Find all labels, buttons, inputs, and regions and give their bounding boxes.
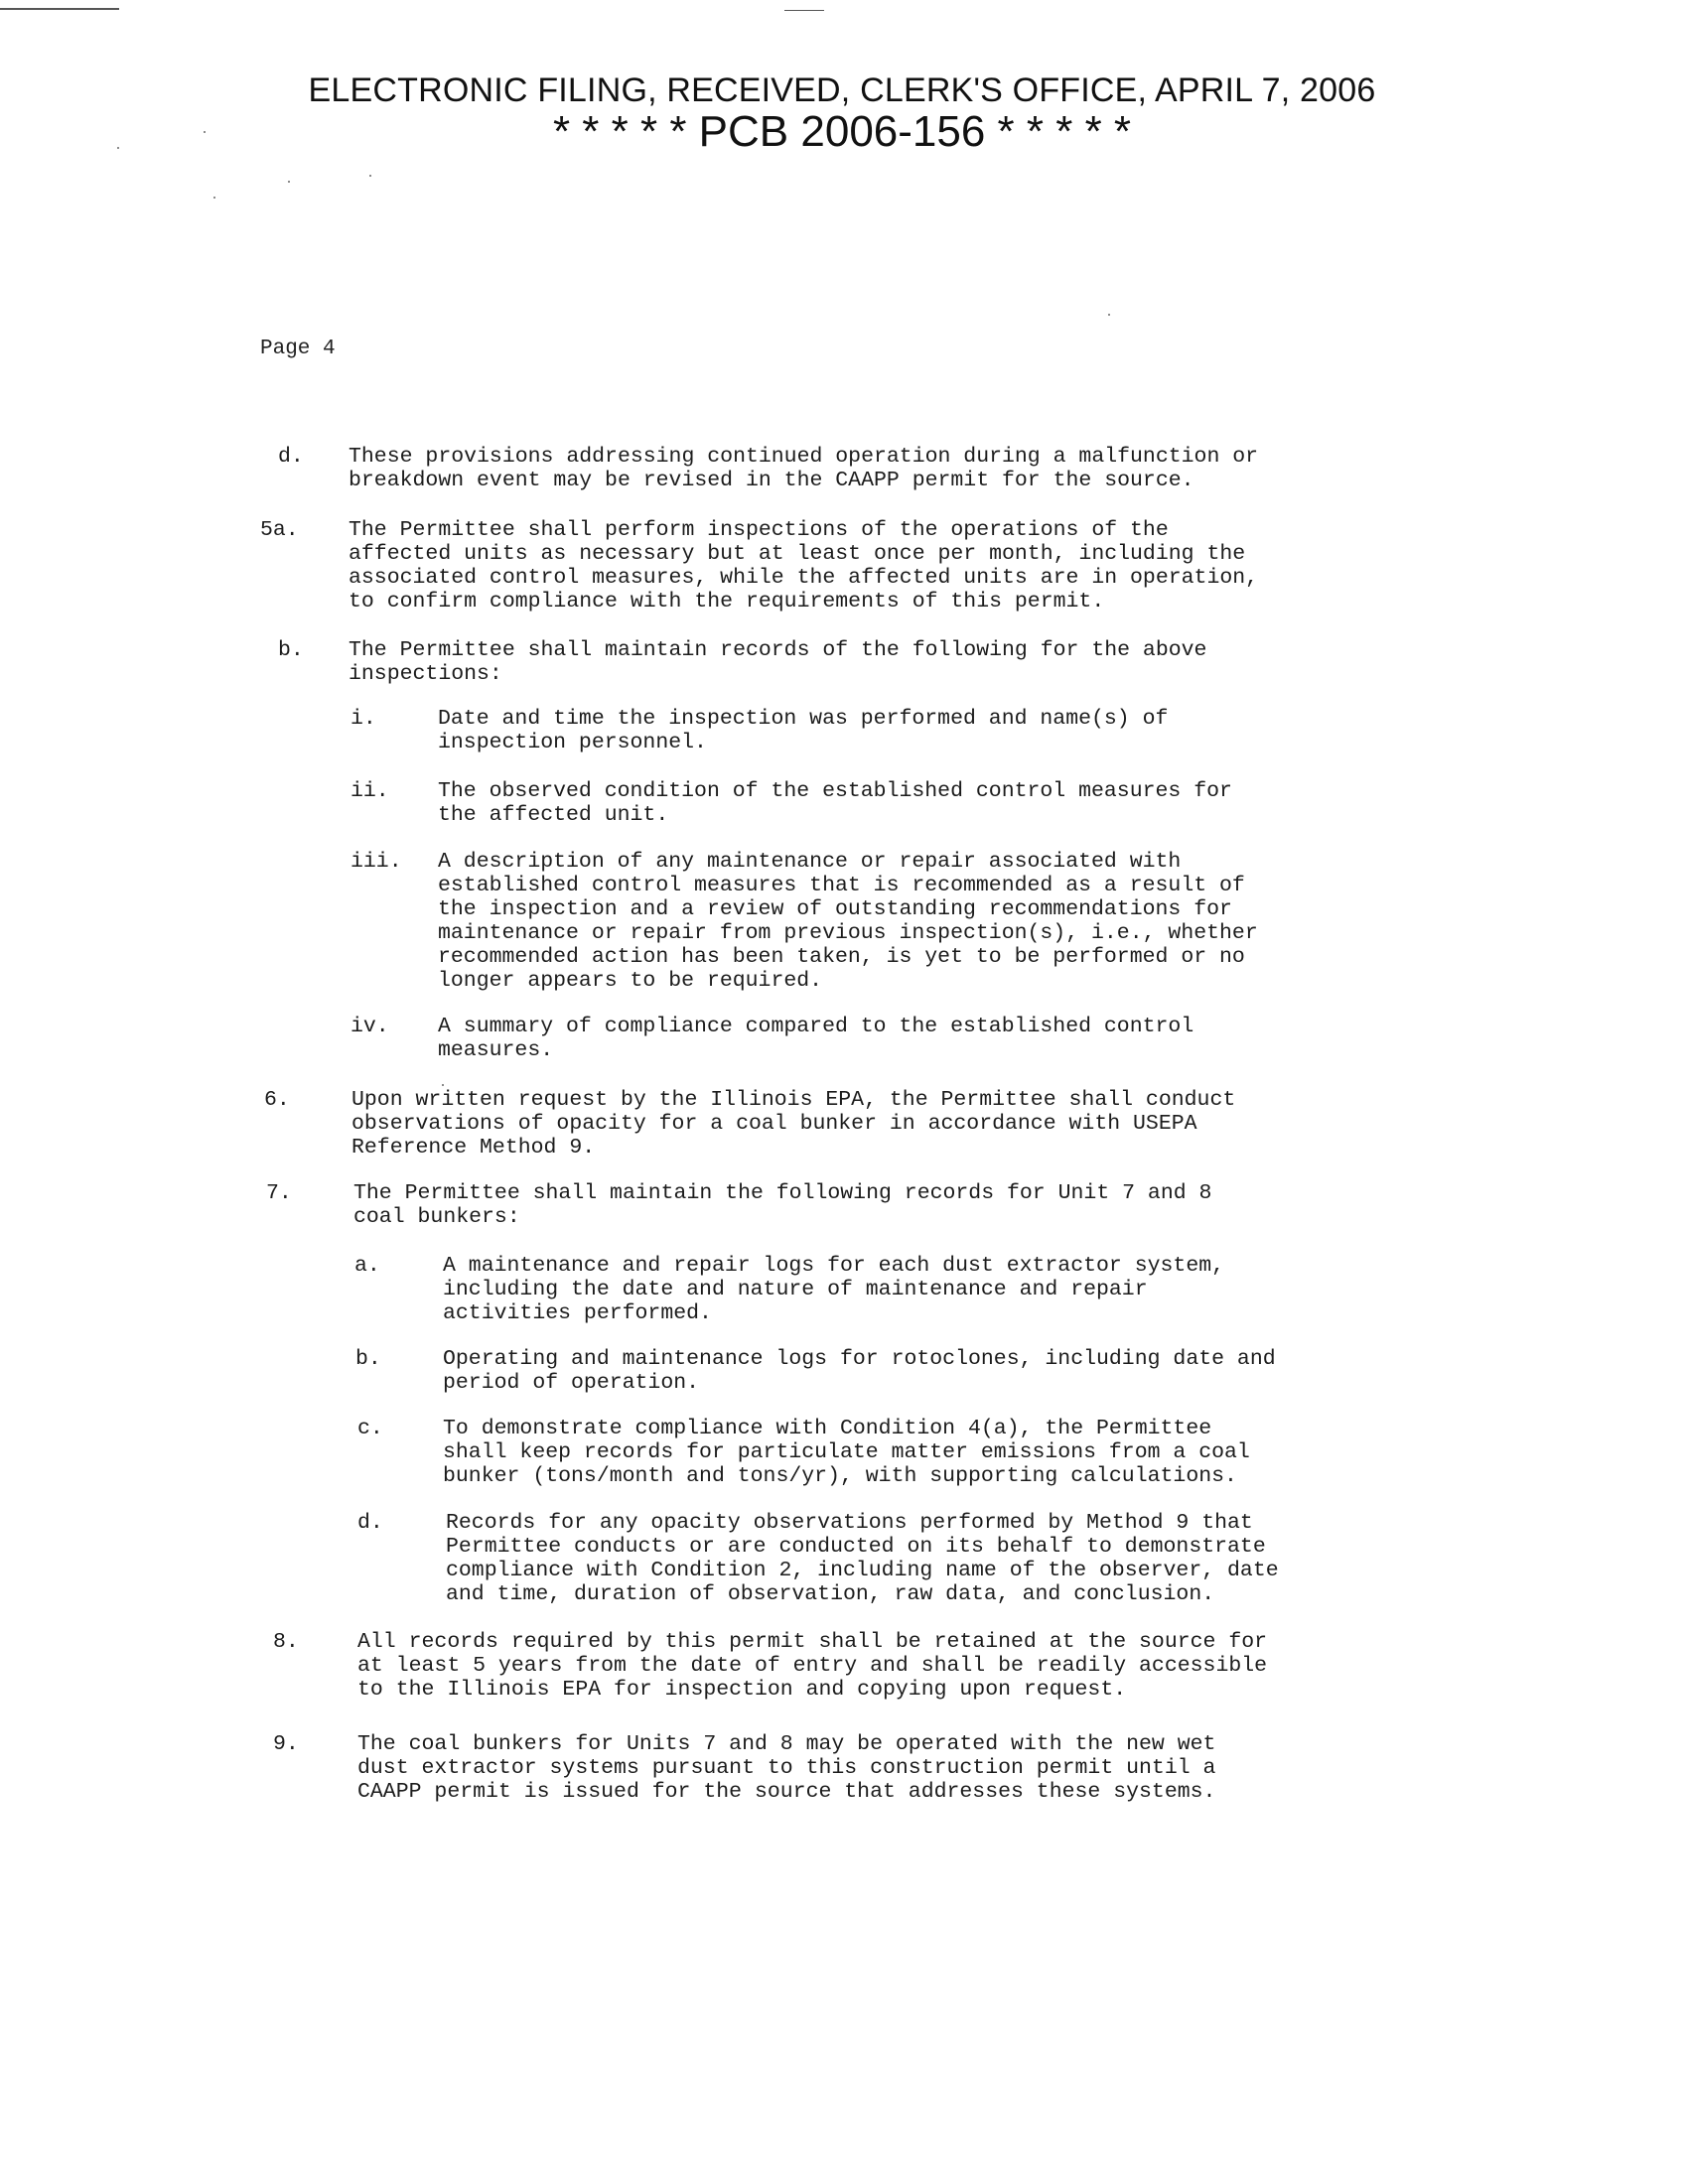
list-item	[0, 445, 1684, 492]
list-item	[0, 1511, 1684, 1606]
list-marker: b.	[355, 1347, 381, 1371]
list-marker: 5a.	[260, 518, 299, 542]
list-item-text: A description of any maintenance or repair associated with established control measures that is recommended as a result of the inspection and a review of outstanding recommendations for maintenance or repair from previous inspection(s), i.e., whether recommended action has been taken, is yet to be performed or no longer appears to be required.	[438, 850, 1258, 993]
list-marker: a.	[354, 1254, 380, 1278]
list-marker: iii.	[351, 850, 402, 874]
list-item	[0, 779, 1684, 827]
list-item-text: The coal bunkers for Units 7 and 8 may be operated with the new wet dust extractor systems pursuant to this construction permit until a CAAPP permit is issued for the source that addresses these systems.	[357, 1732, 1216, 1804]
list-marker: b.	[278, 638, 304, 662]
list-item	[0, 1088, 1684, 1160]
list-marker: 9.	[273, 1732, 299, 1756]
list-marker: 6.	[264, 1088, 290, 1112]
list-item-text: The Permittee shall perform inspections of the operations of the affected units as necessary but at least once per month, including the associated control measures, while the affected units are in operation, to confirm compliance with the requirements of this permit.	[349, 518, 1259, 614]
list-item-text: The Permittee shall maintain the following records for Unit 7 and 8 coal bunkers:	[353, 1181, 1212, 1229]
scan-artifact-line	[784, 10, 824, 11]
list-marker: d.	[357, 1511, 383, 1535]
list-item	[0, 1347, 1684, 1395]
list-item-text: The observed condition of the established control measures for the affected unit.	[438, 779, 1232, 827]
list-marker: 8.	[273, 1630, 299, 1654]
case-number-line: * * * * * PCB 2006-156 * * * * *	[552, 107, 1132, 156]
list-marker: i.	[351, 707, 376, 731]
list-marker: ii.	[351, 779, 389, 803]
list-item-text: All records required by this permit shall be retained at the source for at least 5 years from the date of entry and shall be readily accessible to the Illinois EPA for inspection and copying upon request.	[357, 1630, 1268, 1702]
page-number: Page 4	[260, 338, 336, 360]
list-item	[0, 1630, 1684, 1702]
scan-speck	[442, 1084, 444, 1086]
list-item	[0, 707, 1684, 754]
list-item	[0, 518, 1684, 614]
scan-speck	[1108, 314, 1110, 316]
list-item	[0, 1254, 1684, 1325]
list-item	[0, 1417, 1684, 1488]
list-marker: d.	[278, 445, 304, 469]
list-item	[0, 638, 1684, 686]
filing-stamp-line: ELECTRONIC FILING, RECEIVED, CLERK'S OFFICE, APRIL 7, 2006	[308, 71, 1376, 109]
list-item-text: Date and time the inspection was performed and name(s) of inspection personnel.	[438, 707, 1169, 754]
scan-artifact-line	[0, 8, 119, 10]
list-item-text: Operating and maintenance logs for rotoclones, including date and period of operation.	[443, 1347, 1276, 1395]
list-item-text: The Permittee shall maintain records of the following for the above inspections:	[349, 638, 1207, 686]
list-item	[0, 850, 1684, 993]
list-item	[0, 1732, 1684, 1804]
scan-speck	[213, 197, 215, 199]
list-item-text: Records for any opacity observations performed by Method 9 that Permittee conducts or are conducted on its behalf to demonstrate compliance with Condition 2, including name of the observer, date and time, duration of observation, raw data, and conclusion.	[446, 1511, 1279, 1606]
list-item-text: These provisions addressing continued operation during a malfunction or breakdown event may be revised in the CAAPP permit for the source.	[349, 445, 1259, 492]
list-item-text: To demonstrate compliance with Condition 4(a), the Permittee shall keep records for particulate matter emissions from a coal bunker (tons/month and tons/yr), with supporting calculations.	[443, 1417, 1250, 1488]
list-item	[0, 1181, 1684, 1229]
list-marker: 7.	[266, 1181, 292, 1205]
list-item-text: Upon written request by the Illinois EPA, the Permittee shall conduct observations of opacity for a coal bunker in accordance with USEPA Reference Method 9.	[351, 1088, 1236, 1160]
scan-speck	[369, 175, 371, 177]
list-marker: iv.	[351, 1015, 389, 1038]
list-item-text: A maintenance and repair logs for each dust extractor system, including the date and nature of maintenance and repair activities performed.	[443, 1254, 1225, 1325]
list-item	[0, 1015, 1684, 1062]
list-marker: c.	[357, 1417, 383, 1440]
scan-speck	[288, 181, 290, 183]
list-item-text: A summary of compliance compared to the established control measures.	[438, 1015, 1194, 1062]
